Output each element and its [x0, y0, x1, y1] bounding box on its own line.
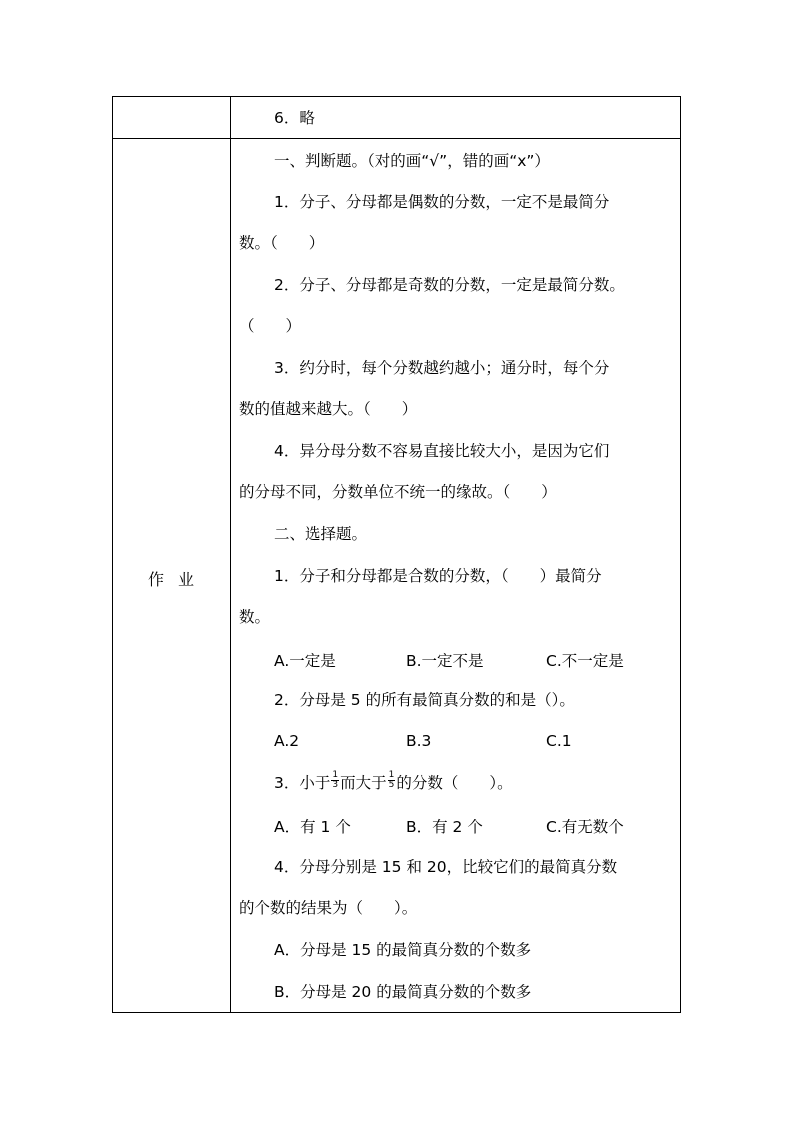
- s1-q3-line2: 数的值越来越大。（ ）: [239, 400, 418, 418]
- fraction-one-fifth: $\frac{1}{5}$: [388, 770, 395, 790]
- s2-q2-option-b: B.3: [406, 732, 432, 750]
- s1-q1-line2: 数。（ ）: [239, 234, 325, 252]
- s2-q1-option-b: B.一定不是: [406, 652, 484, 670]
- s2-q3-option-b: B．有 2 个: [406, 818, 483, 836]
- s1-q1-line1: 1．分子、分母都是偶数的分数，一定不是最简分: [274, 193, 610, 211]
- s2-q1-line1: 1．分子和分母都是合数的分数，（ ）最简分: [274, 567, 602, 585]
- s2-q4-option-a: A．分母是 15 的最简真分数的个数多: [274, 941, 532, 959]
- s2-q2-option-a: A.2: [274, 732, 300, 750]
- s2-q4-line2: 的个数的结果为（ ）。: [239, 899, 418, 917]
- s2-q2-option-c: C.1: [546, 732, 572, 750]
- s2-q3-middle: 而大于: [340, 774, 387, 792]
- column-divider: [230, 96, 231, 1013]
- row1-text: 6．略: [274, 109, 315, 127]
- fraction-one-third: $\frac{1}{3}$: [332, 770, 339, 790]
- s2-q1-option-a: A.一定是: [274, 652, 336, 670]
- s1-q2-line1: 2．分子、分母都是奇数的分数，一定是最简分数。: [274, 276, 625, 294]
- section2-heading: 二、选择题。: [274, 525, 368, 543]
- s1-q4-line2: 的分母不同，分数单位不统一的缘故。（ ）: [239, 483, 557, 501]
- s2-q4-option-b: B．分母是 20 的最简真分数的个数多: [274, 983, 532, 1001]
- s2-q3-option-c: C.有无数个: [546, 818, 624, 836]
- section1-heading: 一、判断题。（对的画“√”，错的画“x”）: [274, 152, 550, 170]
- row-divider: [112, 138, 681, 139]
- s1-q4-line1: 4．异分母分数不容易直接比较大小，是因为它们: [274, 442, 610, 460]
- s2-q3-prefix: 3．小于: [274, 774, 331, 792]
- s2-q2-line1: 2．分母是 5 的所有最简真分数的和是（）。: [274, 691, 575, 709]
- s2-q1-line2: 数。: [239, 608, 271, 626]
- s1-q3-line1: 3．约分时，每个分数越约越小；通分时，每个分: [274, 359, 610, 377]
- s2-q4-line1: 4．分母分别是 15 和 20，比较它们的最简真分数: [274, 858, 618, 876]
- s2-q3-line1: [274, 770, 513, 793]
- s2-q1-option-c: C.不一定是: [546, 652, 624, 670]
- s1-q2-line2: （ ）: [239, 317, 302, 335]
- s2-q3-suffix: 的分数（ ）。: [396, 774, 513, 792]
- s2-q3-option-a: A．有 1 个: [274, 818, 351, 836]
- homework-label: 作业: [147, 570, 208, 589]
